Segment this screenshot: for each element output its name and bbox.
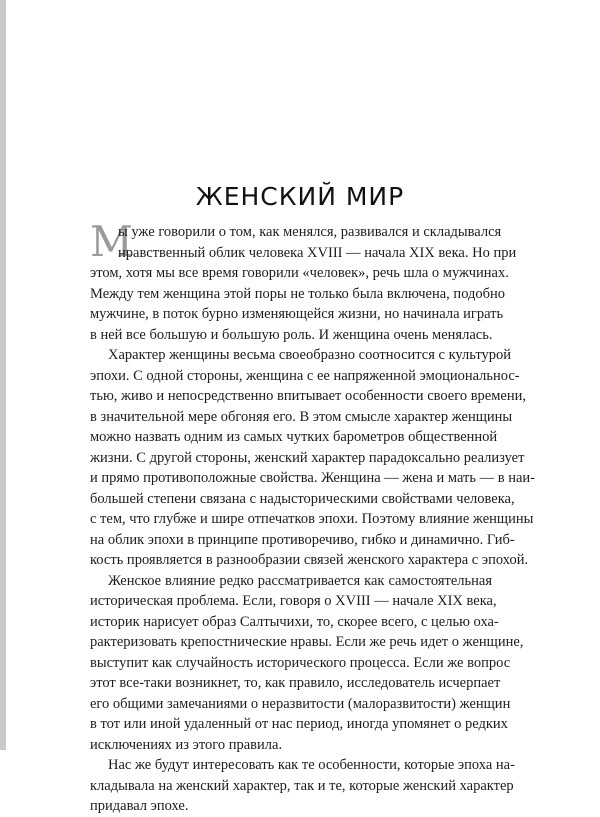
- text-line: исключениях из этого правила.: [90, 736, 283, 753]
- text-line: с тем, что глубже и шире отпечатков эпохи. Поэтому влияние женщины: [90, 511, 534, 527]
- text-line: на облик эпохи в принципе противоречиво, гибко и динамично. Гиб-: [90, 531, 515, 548]
- body-text: [90, 217, 535, 817]
- text-line: нравственный облик человека XVIII — начала XIX века. Но при: [118, 244, 517, 261]
- text-line: в значительной мере обгоняя его. В этом смысле характер женщины: [90, 408, 513, 425]
- text-line: Характер женщины весьма своеобразно соотносится с культурой: [108, 347, 511, 363]
- text-line: Нас же будут интересовать как те особенности, которые эпоха на-: [108, 757, 515, 773]
- drop-cap: М: [90, 217, 134, 266]
- paragraph-4: [90, 755, 515, 817]
- text-line: жизни. С другой стороны, женский характер парадоксально реализует: [90, 449, 525, 466]
- text-line: рактеризовать крепостнические нравы. Если же речь идет о женщине,: [90, 634, 524, 650]
- text-line: можно назвать одним из самых чутких барометров общественной: [90, 429, 498, 445]
- paragraph-1: [90, 217, 517, 345]
- text-line: мужчине, в поток бурно изменяющейся жизни, но начинала играть: [90, 306, 504, 322]
- text-line: в тот или иной удаленный от нас период, иногда упомянет о редких: [90, 716, 508, 732]
- text-line: историк нарисует образ Салтычихи, то, скорее всего, с целью оха-: [90, 613, 499, 630]
- text-line: тью, живо и непосредственно впитывает особенности своего времени,: [90, 388, 526, 404]
- chapter-title: ЖЕНСКИЙ МИР: [195, 182, 405, 211]
- text-line: его общими замечаниями о неразвитости (малоразвитости) женщин: [90, 695, 511, 712]
- page-edge-shadow: [0, 0, 6, 750]
- text-line: этом, хотя мы все время говорили «человек», речь шла о мужчинах.: [90, 265, 509, 281]
- text-line: выступит как случайность исторического процесса. Если же вопрос: [90, 654, 511, 671]
- text-line: этот все-таки возникнет, то, как правило, исследователь исчерпает: [90, 675, 501, 691]
- text-line: придавал эпохе.: [90, 798, 189, 814]
- text-line: историческая проблема. Если, говоря о XVIII — начале XIX века,: [90, 593, 497, 609]
- text-line: Женское влияние редко рассматривается как самостоятельная: [108, 572, 492, 589]
- paragraph-2: [90, 345, 535, 571]
- text-line: ы уже говорили о том, как менялся, развивался и складывался: [118, 224, 502, 240]
- text-line: в ней все большую и большую роль. И женщина очень менялась.: [90, 326, 493, 343]
- text-line: кладывала на женский характер, так и те, которые женский характер: [90, 777, 514, 794]
- text-line: большей степени связана с надысторическими свойствами человека,: [90, 490, 515, 507]
- text-line: и прямо противоположные свойства. Женщина — жена и мать — в наи-: [90, 470, 535, 486]
- text-line: эпохи. С одной стороны, женщина с ее напряженной эмоциональнос-: [90, 367, 520, 384]
- text-line: кость проявляется в разнообразии связей женского характера с эпохой.: [90, 552, 529, 568]
- paragraph-3: [90, 571, 524, 756]
- text-line: Между тем женщина этой поры не только была включена, подобно: [90, 285, 506, 302]
